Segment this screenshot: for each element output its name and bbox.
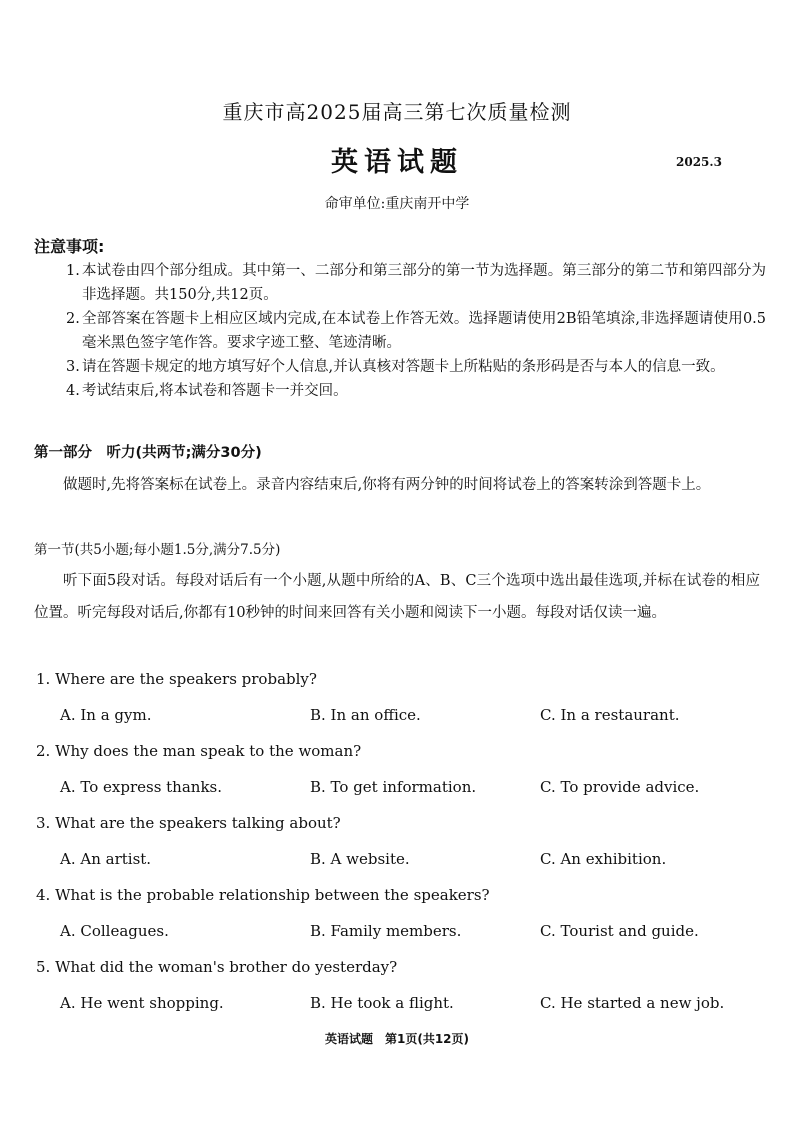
subject-title: 英语试题 (331, 147, 463, 178)
section-heading: 第一节(共5小题;每小题1.5分,满分7.5分) (34, 542, 281, 558)
note-text: 全部答案在答题卡上相应区域内完成,在本试卷上作答无效。选择题请使用2B铅笔填涂,非选择题请使用0.5毫米黑色签字笔作答。要求字迹工整、笔迹清晰。 (82, 311, 766, 351)
note-text: 请在答题卡规定的地方填写好个人信息,并认真核对答题卡上所粘贴的条形码是否与本人的信息一致。 (82, 359, 725, 375)
question-item (36, 881, 766, 953)
question-item (36, 737, 766, 809)
question-options (36, 701, 766, 737)
option-a: A. To express thanks. (60, 778, 223, 796)
option-c: C. Tourist and guide. (540, 922, 699, 940)
notes-heading: 注意事项: (34, 237, 105, 256)
note-number: 3. (66, 359, 80, 375)
question-item (36, 809, 766, 881)
option-a: A. Colleagues. (60, 922, 169, 940)
option-b: B. A website. (310, 850, 410, 868)
option-c: C. An exhibition. (540, 850, 667, 868)
note-item (66, 307, 766, 355)
note-number: 4. (66, 383, 80, 399)
exam-date: 2025.3 (676, 155, 722, 169)
question-item (36, 665, 766, 737)
question-stem: 2. Why does the man speak to the woman? (36, 742, 362, 760)
option-a: A. An artist. (60, 850, 152, 868)
question-item (36, 953, 766, 1025)
question-options (36, 845, 766, 881)
question-stem: 4. What is the probable relationship between the speakers? (36, 886, 490, 904)
question-options (36, 917, 766, 953)
option-b: B. In an office. (310, 706, 421, 724)
section-instruction: 听下面5段对话。每段对话后有一个小题,从题中所给的A、B、C三个选项中选出最佳选项,并标在试卷的相应位置。听完每段对话后,你都有10秒钟的时间来回答有关小题和阅读下一小题。每段对话仅读一遍。 (34, 573, 760, 621)
compiler-line: 命审单位:重庆南开中学 (324, 196, 470, 212)
exam-title: 重庆市高2025届高三第七次质量检测 (222, 100, 572, 124)
question-list (36, 665, 766, 1025)
note-number: 2. (66, 311, 80, 327)
note-item (66, 379, 766, 403)
part-instruction: 做题时,先将答案标在试卷上。录音内容结束后,你将有两分钟的时间将试卷上的答案转涂到答题卡上。 (63, 477, 711, 493)
note-text: 本试卷由四个部分组成。其中第一、二部分和第三部分的第一节为选择题。第三部分的第二节和第四部分为非选择题。共150分,共12页。 (82, 263, 766, 303)
notes-list (66, 259, 766, 403)
part-heading: 第一部分 听力(共两节;满分30分) (34, 445, 262, 461)
option-b: B. He took a flight. (310, 994, 454, 1012)
option-c: C. To provide advice. (540, 778, 700, 796)
question-options (36, 989, 766, 1025)
note-item (66, 259, 766, 307)
option-c: C. He started a new job. (540, 994, 725, 1012)
option-b: B. Family members. (310, 922, 462, 940)
question-options (36, 773, 766, 809)
question-stem: 1. Where are the speakers probably? (36, 670, 317, 688)
option-a: A. He went shopping. (60, 994, 224, 1012)
note-number: 1. (66, 263, 80, 279)
question-stem: 3. What are the speakers talking about? (36, 814, 341, 832)
option-b: B. To get information. (310, 778, 477, 796)
page-footer: 英语试题 第1页(共12页) (324, 1032, 470, 1046)
question-stem: 5. What did the woman's brother do yesterday? (36, 958, 398, 976)
option-a: A. In a gym. (60, 706, 152, 724)
note-item (66, 355, 766, 379)
option-c: C. In a restaurant. (540, 706, 680, 724)
note-text: 考试结束后,将本试卷和答题卡一并交回。 (82, 383, 348, 399)
